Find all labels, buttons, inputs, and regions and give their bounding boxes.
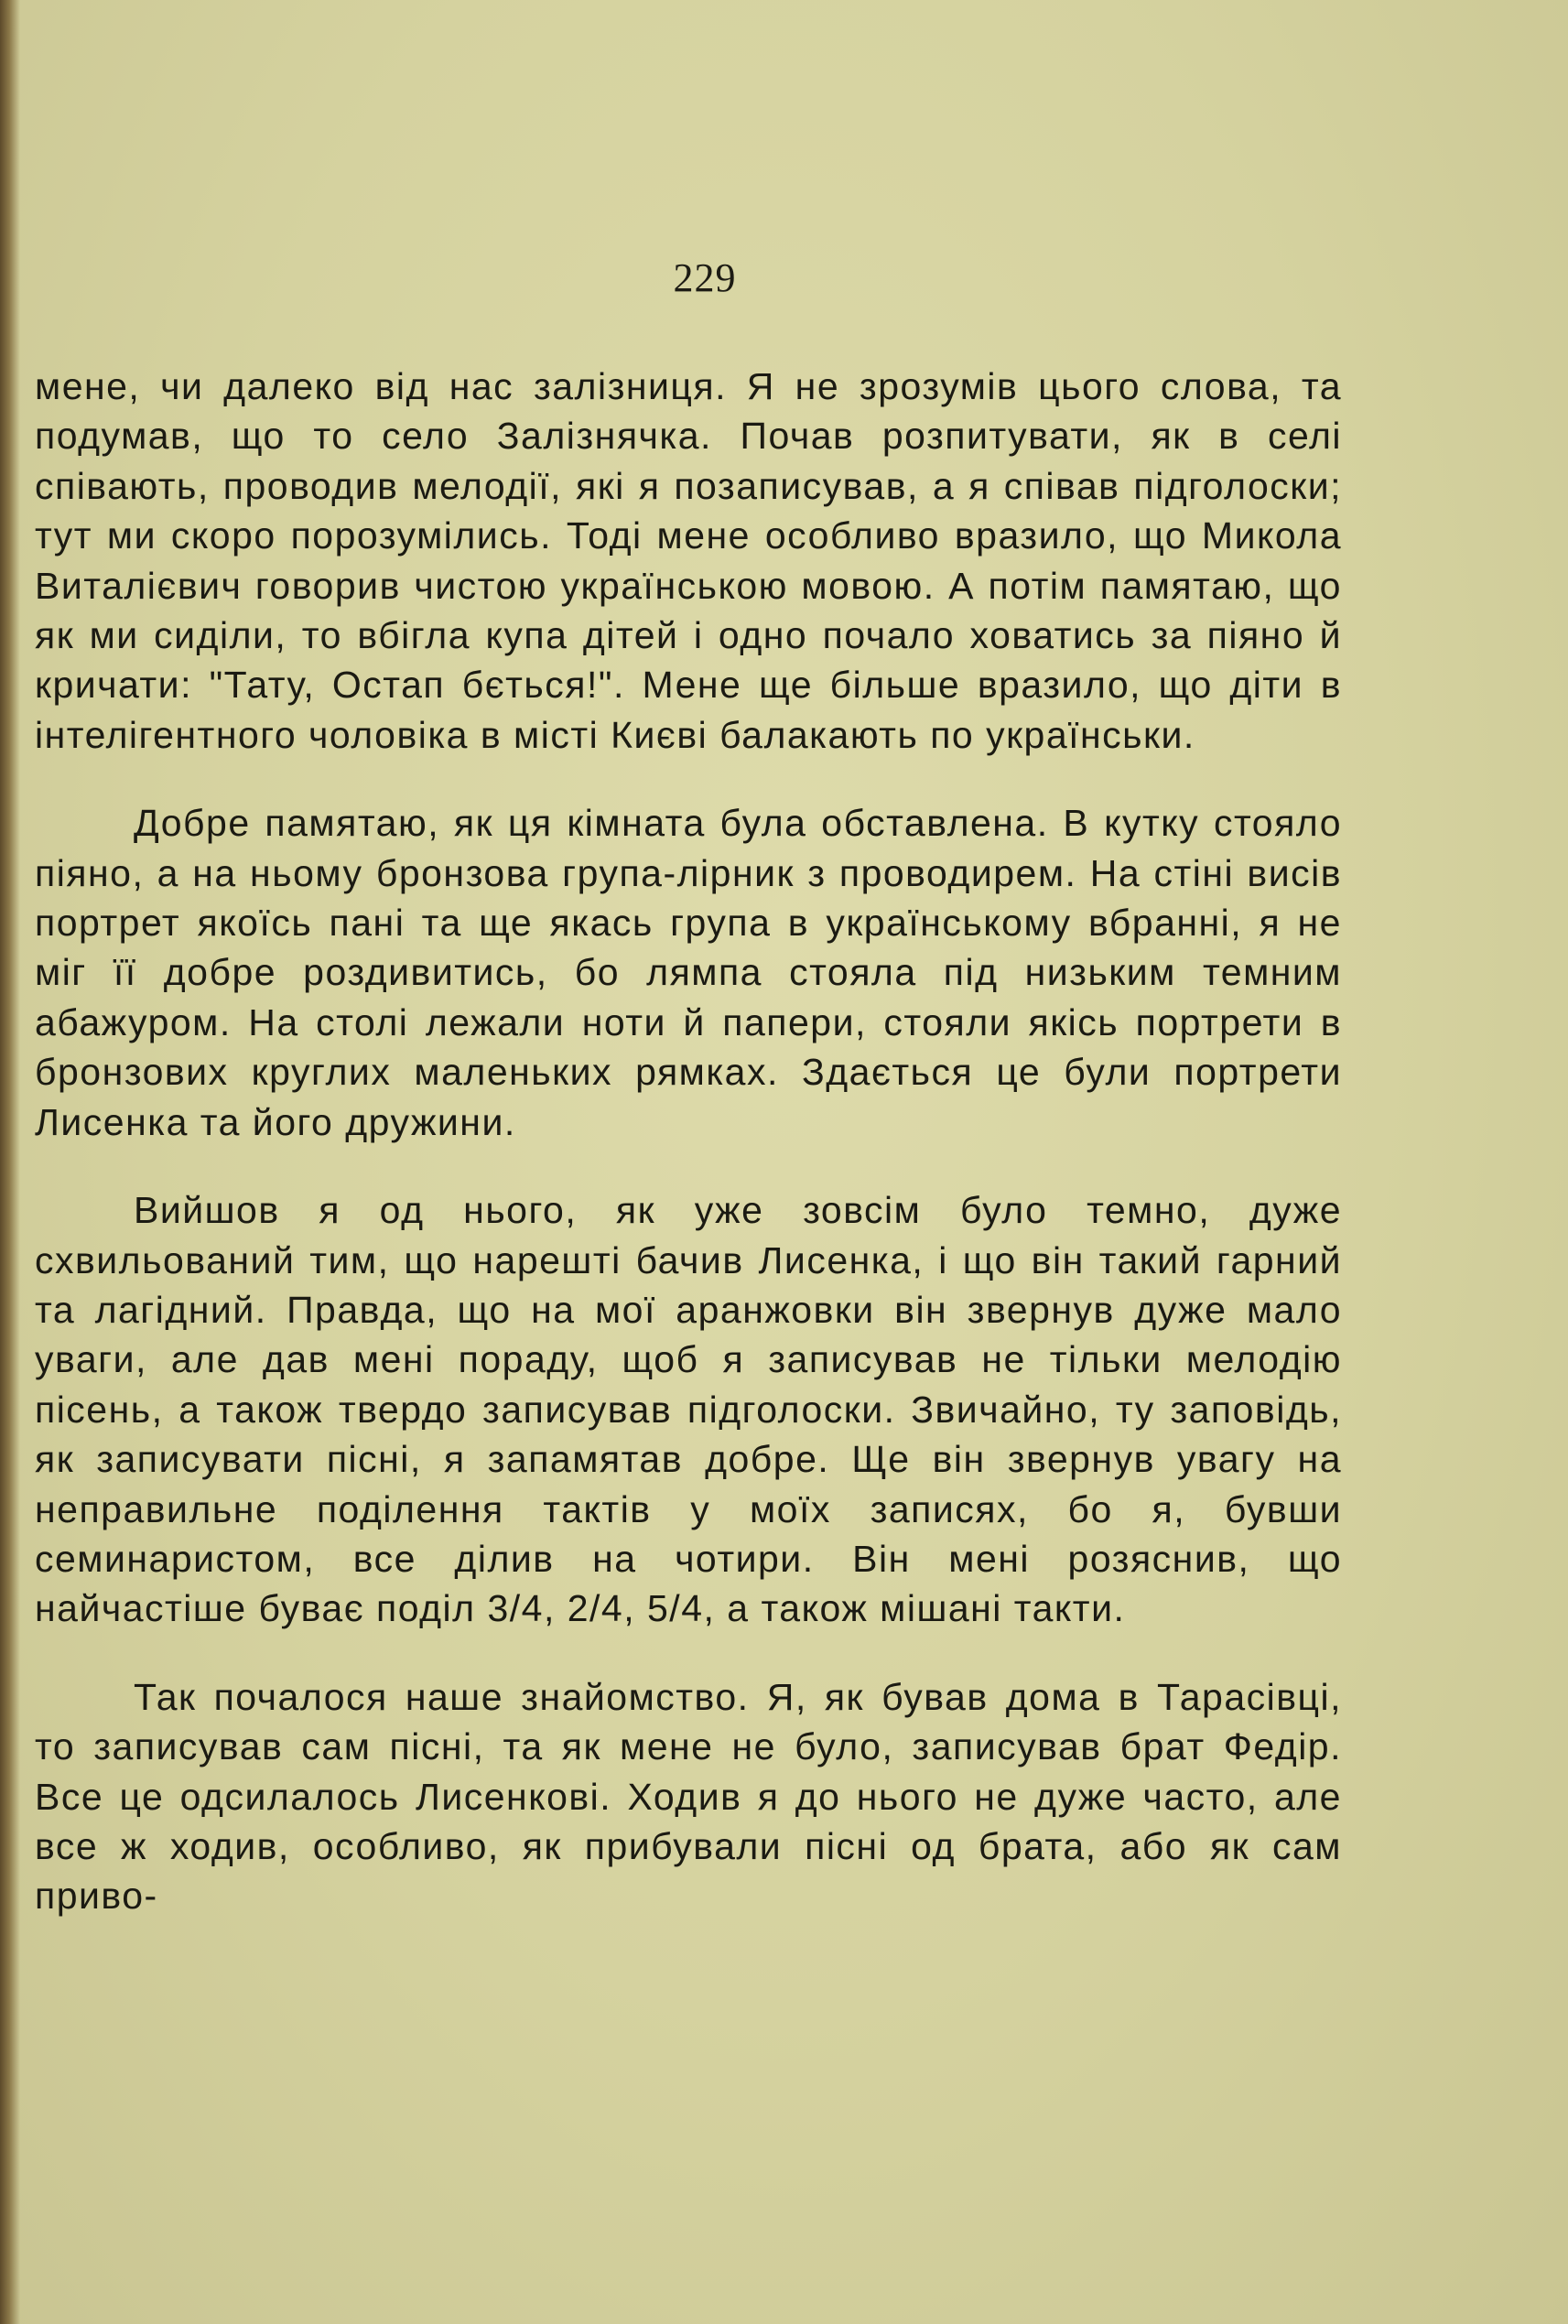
page-binding-edge [0, 0, 20, 2324]
paragraph-2: Добре памятаю, як ця кімната була обставлена. В кутку стояло піяно, а на ньому бронзова група-лірник з проводирем. На стіні висів портрет якоїсь пані та ще якась група в українському вбранні, я не міг її добре роздивитись, бо лямпа стояла під низьким темним абажуром. На столі лежали ноти й папери, стояли якісь портрети в бронзових круглих маленьких рямках. Здається це були портрети Лисенка та його дружини. [35, 802, 1342, 1143]
paragraph-1: мене, чи далеко від нас залізниця. Я не зрозумів цього слова, та подумав, що то село Залізнячка. Почав розпитувати, як в селі співають, проводив мелодії, які я позаписував, а я співав підголоски; тут ми скоро порозумілись. Тоді мене особливо вразило, що Микола Виталієвич говорив чистою українською мовою. А потім памятаю, що як ми сиділи, то вбігла купа дітей і одно почало ховатись за піяно й кричати: "Тату, Остап бється!". Мене ще більше вразило, що діти в інтелігентного чоловіка в місті Києві балакають по українськи. [35, 365, 1342, 756]
page-number: 229 [673, 255, 737, 300]
body-text [35, 362, 1342, 1921]
paragraph-4: Так почалося наше знайомство. Я, як бував дома в Тарасівці, то записував сам пісні, та як мене не було, записував брат Федір. Все це одсилалось Лисенкові. Ходив я до нього не дуже часто, але все ж ходив, особливо, як прибували пісні од брата, або як сам приво- [35, 1675, 1342, 1918]
paragraph-3: Вийшов я од нього, як уже зовсім було темно, дуже схвильований тим, що нарешті бачив Лисенка, і що він такий гарний та лагідний. Правда, що на мої аранжовки він звернув дуже мало уваги, але дав мені пораду, щоб я записував не тільки мелодію пісень, а також твердо записував підголоски. Звичайно, ту заповідь, як записувати пісні, я запамятав добре. Ще він звернув увагу на неправильне поділення тактів у моїх записях, бо я, бувши семинаристом, все ділив на чотири. Він мені розяснив, що найчастіше буває поділ 3/4, 2/4, 5/4, а також мішані такти. [35, 1189, 1342, 1630]
